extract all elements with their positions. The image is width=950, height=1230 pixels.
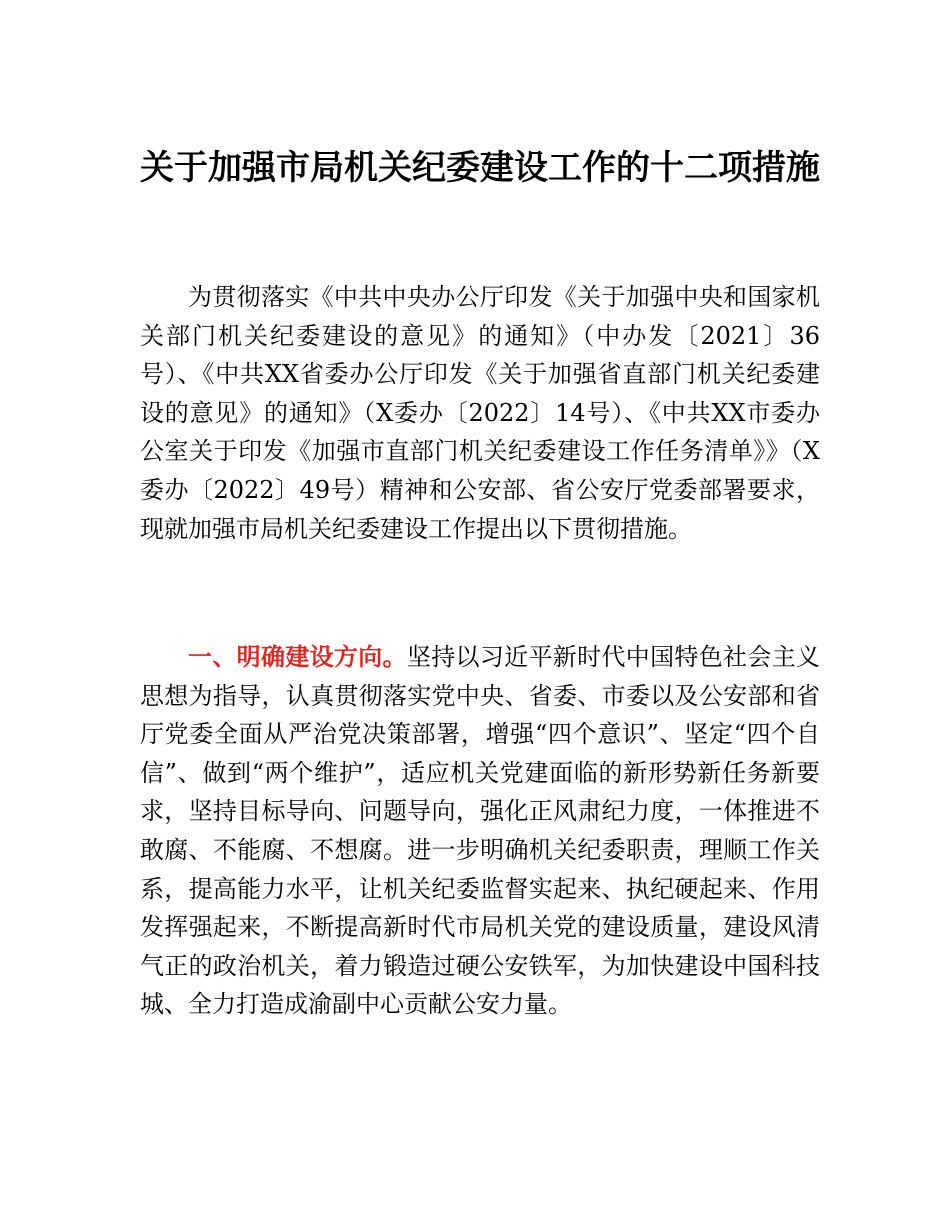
section-1-text: 坚持以习近平新时代中国特色社会主义思想为指导，认真贯彻落实党中央、省委、市委以及公安部和省厅党委全面从严治党决策部署，增强“四个意识”、坚定“四个自信”、做到“两个维护”，适应机关党建面临的新形势新任务新要求，坚持目标导向、问题导向，强化正风肃纪力度，一体推进不敢腐、不能腐、不想腐。进一步明确机关纪委职责，理顺工作关系，提高能力水平，让机关纪委监督实起来、执纪硬起来、作用发挥强起来，不断提高新时代市局机关党的建设质量，建设风清气正的政治机关，着力锻造过硬公安铁军，为加快建设中国科技城、全力打造成渝副中心贡献公安力量。 <box>140 643 821 1019</box>
document-title: 关于加强市局机关纪委建设工作的十二项措施 <box>140 148 820 188</box>
section-1-heading: 一、明确建设方向。 <box>188 643 407 671</box>
intro-paragraph: 为贯彻落实《中共中央办公厅印发《关于加强中央和国家机关部门机关纪委建设的意见》的通知》（中办发〔2021〕36号）、《中共XX省委办公厅印发《关于加强省直部门机关纪委建设的意见》的通知》（X委办〔2022〕14号）、《中共XX市委办公室关于印发《加强市直部门机关纪委建设工作任务清单》》（X委办〔2022〕49号）精神和公安部、省公安厅党委部署要求，现就加强市局机关纪委建设工作提出以下贯彻措施。 <box>140 283 820 543</box>
section-1-paragraph <box>140 638 820 1024</box>
